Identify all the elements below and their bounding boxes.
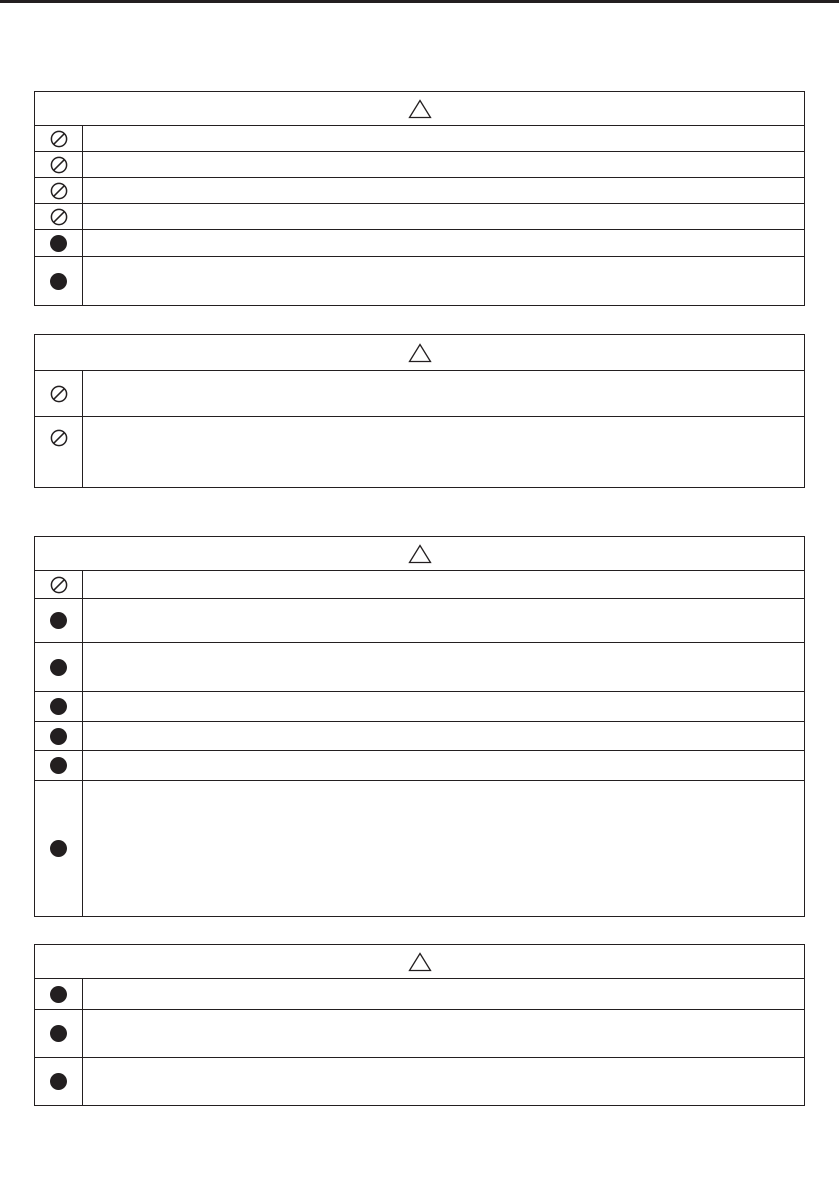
safety-table-4 — [34, 944, 805, 1106]
table-row — [35, 178, 804, 204]
icon-cell — [35, 126, 83, 151]
row-text — [83, 722, 804, 750]
table-row — [35, 751, 804, 781]
mandatory-action-icon — [50, 235, 67, 252]
table-row — [35, 979, 804, 1010]
row-text — [83, 751, 804, 780]
row-text — [83, 1058, 804, 1105]
table-row — [35, 781, 804, 916]
prohibition-icon — [50, 130, 68, 148]
icon-cell — [35, 230, 83, 256]
table-row — [35, 417, 804, 487]
warning-triangle-icon — [408, 544, 432, 564]
table-row — [35, 152, 804, 178]
row-text — [83, 152, 804, 177]
mandatory-action-icon — [50, 659, 67, 676]
row-text — [83, 599, 804, 642]
warning-triangle-icon — [408, 343, 432, 363]
icon-cell — [35, 371, 83, 416]
mandatory-action-icon — [50, 1073, 67, 1090]
row-text — [83, 979, 804, 1009]
warning-triangle-icon — [408, 99, 432, 119]
row-text — [83, 692, 804, 721]
row-text — [83, 643, 804, 691]
prohibition-icon — [50, 576, 68, 594]
icon-cell — [35, 781, 83, 916]
mandatory-action-icon — [50, 840, 67, 857]
icon-cell — [35, 979, 83, 1009]
mandatory-action-icon — [50, 612, 67, 629]
icon-cell — [35, 599, 83, 642]
icon-cell — [35, 417, 83, 487]
mandatory-action-icon — [50, 757, 67, 774]
row-text — [83, 781, 804, 916]
table-row — [35, 692, 804, 722]
table-header — [35, 945, 804, 979]
prohibition-icon — [50, 385, 68, 403]
table-row — [35, 1010, 804, 1058]
safety-table-1 — [34, 91, 805, 306]
icon-cell — [35, 722, 83, 750]
mandatory-action-icon — [50, 728, 67, 745]
page-top-rule — [0, 0, 839, 3]
table-row — [35, 257, 804, 305]
row-text — [83, 1010, 804, 1057]
table-row — [35, 1058, 804, 1105]
warning-triangle-icon — [408, 952, 432, 972]
icon-cell — [35, 692, 83, 721]
icon-cell — [35, 204, 83, 229]
mandatory-action-icon — [50, 1025, 67, 1042]
safety-table-3 — [34, 536, 805, 917]
table-row — [35, 204, 804, 230]
table-header — [35, 537, 804, 571]
mandatory-action-icon — [50, 698, 67, 715]
table-header — [35, 92, 804, 126]
icon-cell — [35, 571, 83, 598]
row-text — [83, 230, 804, 256]
table-header — [35, 335, 804, 371]
prohibition-icon — [50, 182, 68, 200]
prohibition-icon — [50, 429, 68, 447]
table-row — [35, 371, 804, 417]
row-text — [83, 371, 804, 416]
mandatory-action-icon — [50, 273, 67, 290]
prohibition-icon — [50, 208, 68, 226]
row-text — [83, 257, 804, 305]
row-text — [83, 178, 804, 203]
table-row — [35, 599, 804, 643]
icon-cell — [35, 178, 83, 203]
row-text — [83, 571, 804, 598]
table-row — [35, 230, 804, 257]
icon-cell — [35, 1010, 83, 1057]
row-text — [83, 126, 804, 151]
mandatory-action-icon — [50, 986, 67, 1003]
icon-cell — [35, 257, 83, 305]
prohibition-icon — [50, 156, 68, 174]
icon-cell — [35, 152, 83, 177]
safety-table-2 — [34, 334, 805, 488]
table-row — [35, 643, 804, 692]
table-row — [35, 126, 804, 152]
row-text — [83, 204, 804, 229]
table-row — [35, 571, 804, 599]
icon-cell — [35, 751, 83, 780]
icon-cell — [35, 1058, 83, 1105]
row-text — [83, 417, 804, 487]
icon-cell — [35, 643, 83, 691]
table-row — [35, 722, 804, 751]
